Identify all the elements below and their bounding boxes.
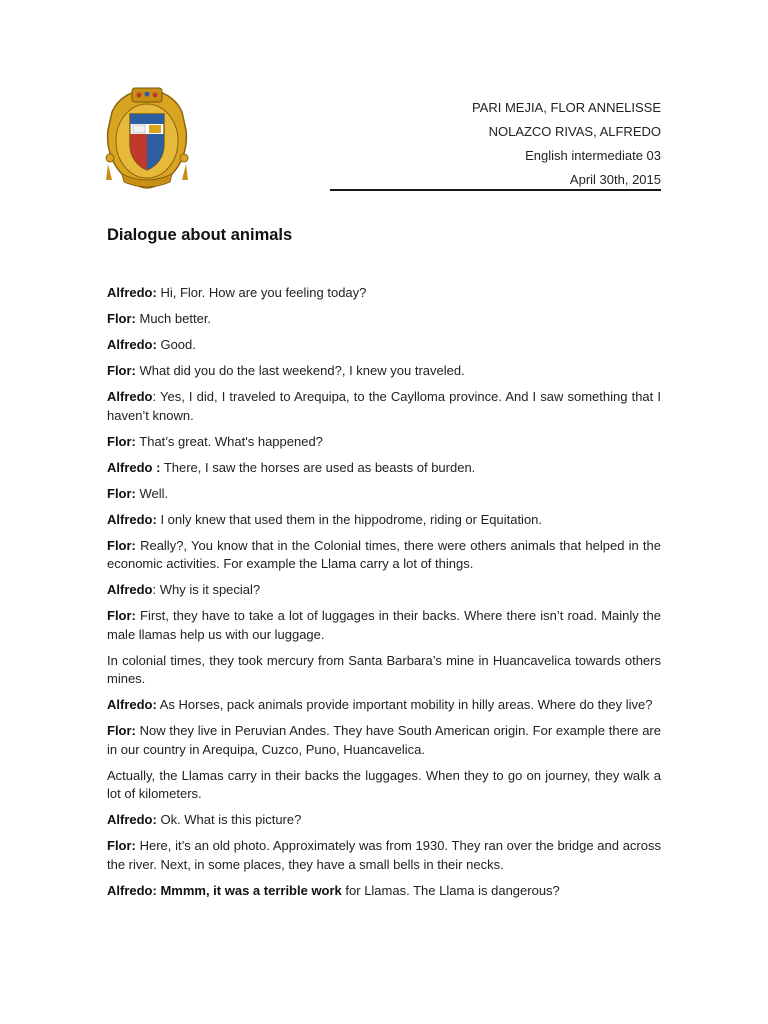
line-text: Now they live in Peruvian Andes. They have South American origin. For example there are in our country in Arequipa, Cuzco, Puno, Huancavelica.: [107, 723, 661, 757]
line-text: : Yes, I did, I traveled to Arequipa, to the Caylloma province. And I saw something that I haven’t known.: [107, 389, 661, 423]
speaker-name: Alfredo: [107, 582, 153, 597]
line-text: Hi, Flor. How are you feeling today?: [156, 285, 367, 300]
dialogue-line: [107, 767, 661, 804]
dialogue-line: [107, 581, 661, 600]
author-info: [472, 96, 661, 192]
dialogue-line: [107, 433, 661, 452]
speaker-name: Alfredo :: [107, 459, 161, 475]
author-name: NOLAZCO RIVAS, ALFREDO: [488, 124, 661, 139]
document-date: April 30th, 2015: [569, 172, 661, 187]
speaker-name: Flor:: [107, 433, 136, 449]
line-text: Ok. What is this picture?: [156, 812, 302, 827]
dialogue-line: [107, 485, 661, 504]
line-text: Really?, You know that in the Colonial times, there were others animals that helped in the economic activities. For example the Llama carry a lot of things.: [107, 537, 661, 571]
speaker-name: Flor:: [107, 838, 136, 853]
dialogue-line: [107, 388, 661, 425]
speaker-name: Flor:: [107, 723, 136, 738]
speaker-name: Flor:: [107, 537, 136, 553]
dialogue-line: [107, 362, 661, 381]
dialogue-line: [107, 537, 661, 574]
line-text: I only knew that used them in the hippodrome, riding or Equitation.: [156, 511, 543, 527]
dialogue-line: [107, 511, 661, 530]
line-text: As Horses, pack animals provide important mobility in hilly areas. Where do they live?: [156, 697, 653, 712]
dialogue-body: [107, 284, 661, 908]
line-text: for Llamas. The Llama is dangerous?: [341, 882, 560, 898]
dialogue-line: [107, 882, 661, 901]
author-name: PARI MEJIA, FLOR ANNELISSE: [471, 100, 661, 115]
line-text: Much better.: [135, 311, 212, 326]
line-text: Here, it’s an old photo. Approximately was from 1930. They ran over the bridge and across the river. Next, in some places, they have a small bells in their necks.: [107, 838, 661, 872]
dialogue-line: [107, 310, 661, 329]
speaker-name: Alfredo:: [107, 697, 157, 712]
speaker-name: Alfredo:: [107, 337, 157, 352]
line-text: There, I saw the horses are used as beasts of burden.: [160, 459, 476, 475]
university-crest-icon: [102, 86, 192, 190]
line-text: Well.: [135, 485, 169, 501]
speaker-name: Alfredo:: [107, 285, 157, 300]
speaker-name: Alfredo:: [107, 882, 157, 898]
dialogue-line: [107, 811, 661, 830]
dialogue-line: [107, 459, 661, 478]
dialogue-line: [107, 722, 661, 759]
speaker-name: Flor:: [107, 608, 136, 623]
line-text: Good.: [156, 337, 196, 352]
speaker-name: Flor:: [107, 363, 136, 378]
line-text: : Why is it special?: [152, 582, 261, 597]
dialogue-line: [107, 336, 661, 355]
line-text: Actually, the Llamas carry in their backs the luggages. When they to go on journey, they walk a lot of kilometers.: [107, 767, 661, 801]
speaker-name: Alfredo: [107, 389, 153, 404]
speaker-name: Flor:: [107, 311, 136, 326]
document-title: Dialogue about animals: [107, 226, 293, 244]
dialogue-line: [107, 652, 661, 689]
dialogue-line: [107, 696, 661, 715]
emphasized-text: Mmmm, it was a terrible work: [156, 882, 342, 898]
course-name: English intermediate 03: [525, 148, 661, 163]
speaker-name: Alfredo:: [107, 511, 157, 527]
dialogue-line: [107, 607, 661, 644]
line-text: What did you do the last weekend?, I knew you traveled.: [135, 363, 465, 378]
line-text: That’s great. What's happened?: [135, 433, 323, 449]
line-text: In colonial times, they took mercury from Santa Barbara’s mine in Huancavelica towards others mines.: [107, 652, 661, 686]
dialogue-line: [107, 284, 661, 303]
speaker-name: Alfredo:: [107, 812, 157, 827]
dialogue-line: [107, 837, 661, 874]
speaker-name: Flor:: [107, 485, 136, 501]
header-divider: [330, 189, 661, 191]
line-text: First, they have to take a lot of luggages in their backs. Where there isn’t road. Mainly the male llamas help us with our luggage.: [107, 608, 661, 642]
